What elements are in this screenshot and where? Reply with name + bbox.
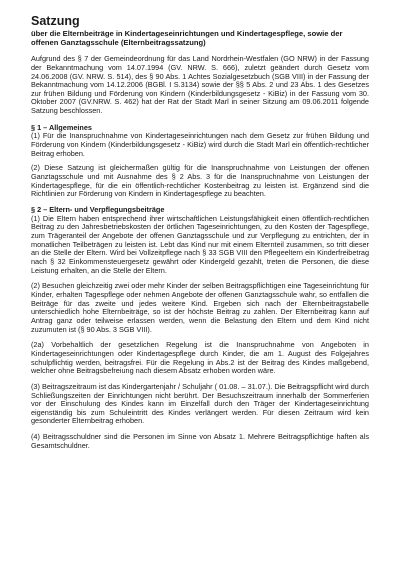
section-2-paragraph-2a: (2a) Vorbehaltlich der gesetzlichen Regelung ist die Inanspruchnahme von Angeboten in Kindertageseinrichtungen oder Kindertagespflege durch Kinder, die am 1. August des Folgejahres schulpflichtig werden, beitragsfrei. Für die Regelung in Abs.2 ist der Beitrag des Kindes maßgebend, welcher ohne Beitragsbefreiung nach diesem Absatz erhoben worden wäre. — [31, 340, 369, 376]
section-1-paragraph-1: (1) Für die Inanspruchnahme von Kindertageseinrichtungen nach dem Gesetz zur frühen Bildung und Förderung von Kindern (Kinderbildungsgesetz - KiBiz) wird durch die Stadt Marl ein öffentlich-rechtlicher Beitrag erhoben. — [31, 131, 369, 158]
section-2-paragraph-3: (3) Beitragszeitraum ist das Kindergartenjahr / Schuljahr ( 01.08. – 31.07.). Die Beitragspflicht wird durch Schließungszeiten der Einrichtungen nicht berührt. Der Besuchszeitraum innerhalb der Sommerferien vor der Einschulung des Kindes kann im Einzelfall durch den Träger der Kindertageseinrichtung eigenständig bis zum Schuleintritt des Kindes verlängert werden. Für diesen Zeitraum wird kein gesonderter Elternbeitrag erhoben. — [31, 381, 369, 426]
section-2-paragraph-4: (4) Beitragsschuldner sind die Personen im Sinne von Absatz 1. Mehrere Beitragspflichtige haften als Gesamtschuldner. — [31, 432, 369, 450]
section-2-heading: § 2 – Eltern- und Verpflegungsbeiträge — [31, 205, 165, 215]
preamble-paragraph: Aufgrund des § 7 der Gemeindeordnung für das Land Nordrhein-Westfalen (GO NRW) in der Fassung der Bekanntmachung vom 14.07.1994 (GV. NRW. S. 666), zuletzt geändert durch Gesetz vom 24.06.2008 (GV. NRW. S. 514), des § 90 Abs. 1 Achtes Sozialgesetzbuch (SGB VIII) in der Fassung der Bekanntmachung vom 14.12.2006 (BGBl. I S.3134) sowie der §§ 5 Abs. 2 und 23 Abs. 1 des Gesetzes zur frühen Bildung und Förderung von Kindern (Kinderbildungsgesetz - KiBiz) in der Fassung vom 30. Oktober 2007 (GV.NRW. S. 462) hat der Rat der Stadt Marl in seiner Sitzung am 09.06.2011 folgende Satzung beschlossen. — [31, 54, 369, 116]
section-1-heading: § 1 – Allgemeines — [31, 122, 92, 132]
document-subtitle: über die Elternbeiträge in Kindertageseinrichtungen und Kindertagespflege, sowie der offenen Ganztagsschule (Elternbeitragssatzung) — [31, 29, 343, 48]
section-1-paragraph-2: (2) Diese Satzung ist gleichermaßen gültig für die Inanspruchnahme von Leistungen der offenen Ganztagsschule und mit Ausnahme des § 2 Abs. 3 für die Inanspruchnahme von Leistungen der Kindertagespflege, für die ein öffentlich-rechtlicher Kostenbeitrag zu leisten ist. Ergänzend sind die Richtlinien zur Förderung von Kindern in Kindertagespflege zu beachten. — [31, 163, 369, 199]
section-2-paragraph-2: (2) Besuchen gleichzeitig zwei oder mehr Kinder der selben Beitragspflichtigen eine Tageseinrichtung für Kinder, erhalten Tagespflege oder nehmen Angebote der offenen Ganztagsschule wahr, so entfallen die Beiträge für das zweite und jedes weitere Kind. Ergeben sich nach der Elternbeitragstabelle unterschiedlich hohe Elternbeiträge, so ist der höchste Beitrag zu zahlen. Der Elternbeitrag kann auf Antrag ganz oder teilweise erlassen werden, wenn die Belastung den Eltern und dem Kind nicht zuzumuten ist (§ 90 Abs. 3 SGB VIII). — [31, 281, 369, 334]
section-2-paragraph-1: (1) Die Eltern haben entsprechend ihrer wirtschaftlichen Leistungsfähigkeit einen öffentlich-rechtlichen Beitrag zu den Jahresbetriebskosten der örtlichen Tageseinrichtungen, zu den Kosten der Tagespflege, zum Trägeranteil der Angebote der offenen Ganztagsschule und zur Verpflegung zu entrichten, der in monatlichen Teilbeträgen zu leisten ist. Lebt das Kind nur mit einem Elternteil zusammen, so tritt dieser an die Stelle der Eltern. Wird bei Vollzeitpflege nach § 33 SGB VIII den Pflegeeltern ein Kinderfreibetrag nach § 32 Einkommensteuergesetz gewährt oder Kindergeld gezahlt, treten die Personen, die diese Leistung erhalten, an die Stelle der Eltern. — [31, 213, 369, 275]
document-title: Satzung — [31, 14, 80, 28]
